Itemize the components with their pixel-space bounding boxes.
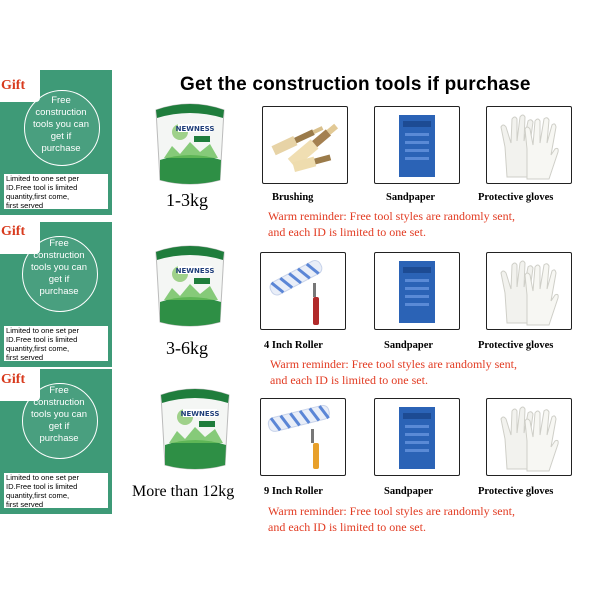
sandpaper-icon (375, 399, 459, 475)
tool-image-frame (260, 398, 346, 476)
gloves-icon (487, 253, 571, 329)
gift-tag: Gift (1, 78, 26, 93)
tool-label: 4 Inch Roller (264, 340, 323, 351)
gift-tag: Gift (1, 224, 26, 239)
sandpaper-icon (375, 253, 459, 329)
gift-terms-text: Limited to one set per ID.Free tool is limited quantity,first come, first served (6, 174, 80, 209)
gift-circle-text: Free construction tools you can get if purchase (31, 385, 87, 444)
tool-image-frame (262, 106, 348, 184)
tool-label: Sandpaper (384, 486, 434, 497)
gift-terms-text: Limited to one set per ID.Free tool is limited quantity,first come, first served (6, 326, 80, 361)
paint-brush-icon (263, 107, 347, 183)
tool-image-frame (374, 398, 460, 476)
tool-label: Protective gloves (478, 486, 554, 497)
paint-roller-icon (261, 253, 345, 329)
paint-bucket-icon (155, 385, 235, 471)
tool-label: Protective gloves (478, 192, 554, 203)
gift-panel (0, 222, 112, 367)
bucket-brand: NEWNESS (175, 125, 215, 133)
sandpaper-icon (375, 107, 459, 183)
warm-reminder: Warm reminder: Free tool styles are randomly sent, and each ID is limited to one set. (268, 209, 515, 239)
warm-reminder: Warm reminder: Free tool styles are randomly sent, and each ID is limited to one set. (270, 357, 517, 387)
tool-image-frame (374, 252, 460, 330)
product-size-label: 3-6kg (166, 338, 208, 358)
gift-tag: Gift (1, 372, 26, 387)
paint-roller-icon (261, 399, 345, 475)
bucket-brand: NEWNESS (180, 410, 220, 418)
gift-panel (0, 369, 112, 514)
gift-circle-text: Free construction tools you can get if purchase (33, 95, 89, 154)
page-title: Get the construction tools if purchase (180, 74, 531, 95)
bucket-brand: NEWNESS (175, 267, 215, 275)
tool-label: Sandpaper (386, 192, 436, 203)
gift-terms-text: Limited to one set per ID.Free tool is limited quantity,first come, first served (6, 473, 80, 508)
tool-label: Sandpaper (384, 340, 434, 351)
tool-image-frame (486, 252, 572, 330)
tool-image-frame (486, 398, 572, 476)
tool-label: 9 Inch Roller (264, 486, 323, 497)
tool-label: Protective gloves (478, 340, 554, 351)
gloves-icon (487, 107, 571, 183)
product-size-label: More than 12kg (132, 483, 235, 500)
paint-bucket-icon (150, 242, 230, 328)
tool-label: Brushing (272, 192, 314, 203)
tool-image-frame (374, 106, 460, 184)
gift-circle-text: Free construction tools you can get if purchase (31, 238, 87, 297)
tool-image-frame (260, 252, 346, 330)
product-size-label: 1-3kg (166, 190, 208, 210)
gloves-icon (487, 399, 571, 475)
tool-image-frame (486, 106, 572, 184)
warm-reminder: Warm reminder: Free tool styles are randomly sent, and each ID is limited to one set. (268, 504, 515, 534)
paint-bucket-icon (150, 100, 230, 186)
